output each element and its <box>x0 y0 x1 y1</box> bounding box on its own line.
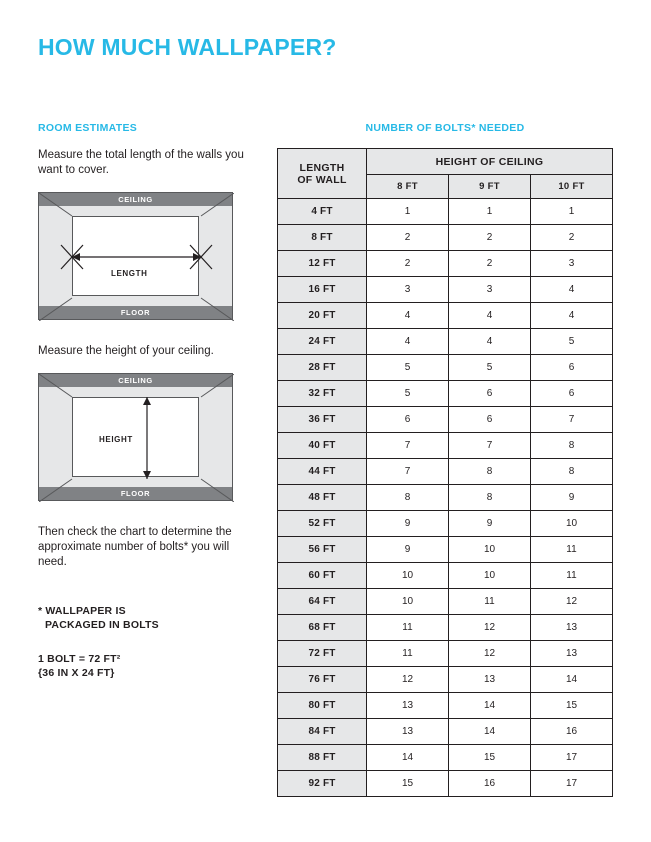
bolts-value-cell: 1 <box>367 199 449 225</box>
room-diagram-length <box>38 192 233 320</box>
row-label-length: 56 FT <box>278 537 367 563</box>
bolts-value-cell: 1 <box>449 199 531 225</box>
length-of-wall-line2: OF WALL <box>297 173 347 186</box>
bolts-value-cell: 6 <box>531 381 613 407</box>
bolts-value-cell: 2 <box>449 225 531 251</box>
bolts-value-cell: 6 <box>367 407 449 433</box>
bolts-value-cell: 12 <box>449 615 531 641</box>
bolts-value-cell: 3 <box>449 277 531 303</box>
bolts-value-cell: 9 <box>531 485 613 511</box>
row-label-length: 88 FT <box>278 745 367 771</box>
wallpaper-note-line1: * WALLPAPER IS <box>38 605 126 617</box>
column-header-10ft: 10 FT <box>531 175 613 199</box>
bolts-value-cell: 15 <box>367 771 449 797</box>
room-estimates-heading: ROOM ESTIMATES <box>38 122 138 134</box>
row-label-length: 20 FT <box>278 303 367 329</box>
table-row <box>278 225 613 251</box>
table-row <box>278 511 613 537</box>
room-diagram-height <box>38 373 233 501</box>
bolts-value-cell: 11 <box>449 589 531 615</box>
bolts-value-cell: 2 <box>531 225 613 251</box>
length-of-wall-line1: LENGTH <box>299 161 345 174</box>
bolts-value-cell: 13 <box>367 719 449 745</box>
bolts-value-cell: 4 <box>449 303 531 329</box>
table-row <box>278 251 613 277</box>
bolts-table-head <box>278 149 613 199</box>
bolts-value-cell: 11 <box>367 641 449 667</box>
bolts-value-cell: 12 <box>367 667 449 693</box>
room-perspective-lines-2 <box>39 374 234 502</box>
table-row <box>278 667 613 693</box>
room-perspective-lines <box>39 193 234 321</box>
table-row <box>278 303 613 329</box>
wallpaper-note-line2: PACKAGED IN BOLTS <box>45 619 159 631</box>
bolts-value-cell: 9 <box>367 537 449 563</box>
bolts-value-cell: 10 <box>367 589 449 615</box>
bolts-value-cell: 7 <box>367 433 449 459</box>
page-title: HOW MUCH WALLPAPER? <box>38 34 337 60</box>
bolts-value-cell: 13 <box>531 641 613 667</box>
bolts-value-cell: 2 <box>367 225 449 251</box>
bolt-size-line2: {36 IN X 24 FT} <box>38 667 115 679</box>
table-row <box>278 589 613 615</box>
bolts-value-cell: 5 <box>531 329 613 355</box>
table-row <box>278 459 613 485</box>
bolts-value-cell: 12 <box>449 641 531 667</box>
row-label-length: 76 FT <box>278 667 367 693</box>
row-label-length: 80 FT <box>278 693 367 719</box>
bolts-value-cell: 8 <box>531 459 613 485</box>
bolts-value-cell: 4 <box>367 303 449 329</box>
bolts-value-cell: 4 <box>531 303 613 329</box>
table-row <box>278 693 613 719</box>
row-label-length: 84 FT <box>278 719 367 745</box>
height-of-ceiling-header: HEIGHT OF CEILING <box>367 149 613 175</box>
bolts-value-cell: 14 <box>531 667 613 693</box>
table-row <box>278 563 613 589</box>
room-estimates-column <box>38 122 248 680</box>
bolts-value-cell: 6 <box>449 381 531 407</box>
table-row <box>278 277 613 303</box>
bolts-value-cell: 2 <box>367 251 449 277</box>
bolts-value-cell: 13 <box>367 693 449 719</box>
bolts-value-cell: 15 <box>531 693 613 719</box>
bolts-value-cell: 17 <box>531 771 613 797</box>
table-row <box>278 615 613 641</box>
table-row <box>278 771 613 797</box>
bolts-value-cell: 8 <box>367 485 449 511</box>
bolts-value-cell: 14 <box>449 719 531 745</box>
column-header-9ft: 9 FT <box>449 175 531 199</box>
check-chart-text: Then check the chart to determine the approximate number of bolts* you will need. <box>38 526 232 568</box>
table-row <box>278 745 613 771</box>
row-label-length: 36 FT <box>278 407 367 433</box>
bolts-value-cell: 16 <box>531 719 613 745</box>
table-row <box>278 407 613 433</box>
table-row <box>278 355 613 381</box>
floor-band-label: FLOOR <box>39 306 232 319</box>
row-label-length: 92 FT <box>278 771 367 797</box>
bolts-value-cell: 8 <box>531 433 613 459</box>
row-label-length: 8 FT <box>278 225 367 251</box>
bolts-value-cell: 12 <box>531 589 613 615</box>
bolts-value-cell: 7 <box>367 459 449 485</box>
bolts-value-cell: 16 <box>449 771 531 797</box>
bolts-value-cell: 6 <box>531 355 613 381</box>
bolts-table-section <box>277 122 613 797</box>
row-label-length: 32 FT <box>278 381 367 407</box>
measure-height-text: Measure the height of your ceiling. <box>38 345 214 357</box>
bolts-value-cell: 9 <box>367 511 449 537</box>
bolts-value-cell: 10 <box>531 511 613 537</box>
floor-band-label-2: FLOOR <box>39 487 232 500</box>
bolts-value-cell: 15 <box>449 745 531 771</box>
bolts-value-cell: 13 <box>449 667 531 693</box>
table-row <box>278 537 613 563</box>
ceiling-band-label-2: CEILING <box>39 374 232 387</box>
bolts-table-header-row-1 <box>278 149 613 175</box>
bolts-value-cell: 14 <box>449 693 531 719</box>
bolts-value-cell: 1 <box>531 199 613 225</box>
length-label: LENGTH <box>111 269 148 278</box>
height-label: HEIGHT <box>99 435 133 444</box>
bolts-value-cell: 11 <box>367 615 449 641</box>
bolts-value-cell: 3 <box>367 277 449 303</box>
table-row <box>278 381 613 407</box>
row-label-length: 64 FT <box>278 589 367 615</box>
bolts-value-cell: 10 <box>367 563 449 589</box>
bolts-value-cell: 3 <box>531 251 613 277</box>
row-label-length: 48 FT <box>278 485 367 511</box>
bolts-table-body <box>278 199 613 797</box>
row-label-length: 44 FT <box>278 459 367 485</box>
row-label-length: 40 FT <box>278 433 367 459</box>
row-label-length: 16 FT <box>278 277 367 303</box>
bolts-value-cell: 14 <box>367 745 449 771</box>
bolts-value-cell: 2 <box>449 251 531 277</box>
bolts-table <box>277 148 613 797</box>
bolts-value-cell: 5 <box>367 355 449 381</box>
row-label-length: 72 FT <box>278 641 367 667</box>
bolts-value-cell: 7 <box>531 407 613 433</box>
bolts-value-cell: 4 <box>531 277 613 303</box>
bolts-value-cell: 10 <box>449 537 531 563</box>
measure-length-text: Measure the total length of the walls you want to cover. <box>38 149 244 176</box>
bolts-value-cell: 11 <box>531 537 613 563</box>
row-label-length: 52 FT <box>278 511 367 537</box>
bolts-value-cell: 4 <box>449 329 531 355</box>
row-label-length: 4 FT <box>278 199 367 225</box>
ceiling-band-label: CEILING <box>39 193 232 206</box>
bolt-size-line1: 1 BOLT = 72 FT² <box>38 653 121 665</box>
bolts-value-cell: 9 <box>449 511 531 537</box>
bolts-value-cell: 5 <box>449 355 531 381</box>
row-label-length: 24 FT <box>278 329 367 355</box>
bolts-value-cell: 7 <box>449 433 531 459</box>
row-label-length: 68 FT <box>278 615 367 641</box>
bolts-value-cell: 17 <box>531 745 613 771</box>
row-label-length: 12 FT <box>278 251 367 277</box>
bolts-value-cell: 5 <box>367 381 449 407</box>
table-row <box>278 199 613 225</box>
bolts-value-cell: 10 <box>449 563 531 589</box>
row-label-length: 28 FT <box>278 355 367 381</box>
bolts-value-cell: 11 <box>531 563 613 589</box>
table-row <box>278 433 613 459</box>
bolts-value-cell: 4 <box>367 329 449 355</box>
column-header-8ft: 8 FT <box>367 175 449 199</box>
table-row <box>278 641 613 667</box>
bolts-value-cell: 6 <box>449 407 531 433</box>
bolts-value-cell: 13 <box>531 615 613 641</box>
table-row <box>278 719 613 745</box>
table-row <box>278 329 613 355</box>
bolts-value-cell: 8 <box>449 485 531 511</box>
length-of-wall-header <box>278 149 367 199</box>
row-label-length: 60 FT <box>278 563 367 589</box>
bolts-value-cell: 8 <box>449 459 531 485</box>
bolts-table-caption: NUMBER OF BOLTS* NEEDED <box>365 122 525 134</box>
table-row <box>278 485 613 511</box>
